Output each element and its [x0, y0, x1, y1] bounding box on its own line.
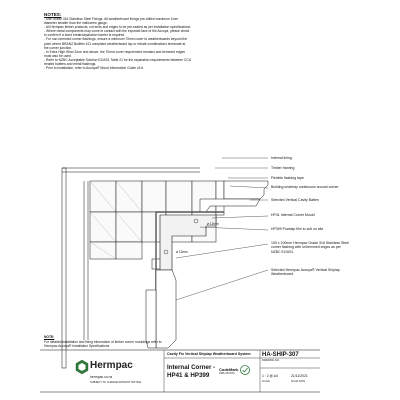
callout-corner-mould: HP41 Internal Corner Mould — [271, 213, 315, 217]
note-line: - Refer to NZBC Acceptable Solution E2/AS1 Table 21 for the separation requirements between CCA — [44, 57, 191, 62]
note-line: must also be used. — [44, 53, 72, 58]
note-line: - In Extra High Wind Zone and above, the 70mm cover requirement remains and hemmed edges — [44, 49, 185, 54]
dimension-label: ø 12mm — [176, 250, 188, 254]
scale-label: SCALE — [262, 380, 270, 383]
footer-note-line: For detailed installation and fixing information of timber corner mouldings refer to — [44, 340, 162, 344]
note-line: - Use Grade 316 Stainless Steel Fixings. All weatherboard fixings pre-drilled maximum 1mm — [44, 17, 179, 21]
drawing-number-label: DRAWING NO. — [262, 359, 280, 362]
notes-heading: NOTES: — [44, 12, 62, 17]
codemark-icon — [241, 366, 250, 375]
drawing-title — [167, 364, 215, 379]
subject-to-change: SUBJECT TO CHANGE WITHOUT NOTICE — [90, 381, 142, 384]
scale-value: 1 : 2 @ A4 — [262, 374, 278, 378]
note-line: to confirm if a bond break/separation barrier is required. — [44, 33, 126, 38]
note-line: the corner junction. — [44, 45, 73, 50]
drawing-number: HA-SHIP-307 — [262, 352, 299, 358]
note-line: - Prior to installation, refer to Accoya® Wood Information Guide v3.6. — [44, 66, 145, 71]
issue-date: 21/11/2021 — [291, 374, 308, 378]
footer-note-line: Hermpac Accoya® Installation Specifications — [44, 344, 110, 348]
callout-cavity-batten: Selected Vertical Cavity Batten — [271, 198, 319, 202]
callout-internal-lining: Internal lining — [271, 156, 292, 160]
brand-name: Hermpac — [90, 360, 133, 371]
note-line: diameter smaller than the nail/screw gauge. — [44, 21, 108, 26]
callout-powdap-film: HP399 Powdap film to suit on site — [271, 227, 324, 231]
callout-flashing-tape: Flexible flashing tape — [271, 176, 304, 180]
codemark-number: CMA-XXXXXX — [219, 372, 235, 375]
footer-note-heading: NOTE: — [44, 335, 55, 339]
callout-building-underlay: Building underlay continuous around corner — [271, 185, 339, 189]
dimension-label: ø 12mm — [207, 222, 219, 226]
note-line: - All Hermpac timber products, cut ends and edges to be pre-sealed as per installation specifications. — [44, 25, 191, 30]
brand-website: hermpac.co.nz — [90, 375, 113, 379]
note-line: treated battens and metal flashings. — [44, 62, 97, 67]
issue-date-label: ISSUE DATE — [291, 380, 306, 383]
note-line: - Where metal components may come in contact with the exposed face of the Accoya, please check — [44, 29, 190, 34]
drawing-title-line: Internal Corner - — [167, 364, 216, 371]
system-name: Cavity Fix Vertical Shiplap Weatherboard System — [167, 352, 251, 356]
drawing-title-line: HP41 & HP399 — [167, 371, 210, 379]
callout-corner-flashing: 100 x 100mm Hermpac Grade 316 Stainless Steel corner flashing with unhemmed edges as per NZBC E2/AS1 — [271, 241, 350, 254]
note-line: point where BRANZ Bulletin 411 compliant weatherboard lap or rebate combinations terminate at — [44, 41, 186, 46]
callout-timber-framing: Timber framing — [271, 166, 295, 170]
codemark-label: CodeMark — [219, 367, 239, 372]
callout-weatherboard: Selected Hermpac Accoya® Vertical Shiplap Weatherboard — [271, 268, 340, 277]
note-line: - For non-hemmed corner flashings, ensure a minimum 70mm cover to weatherboards beyond the — [44, 37, 188, 42]
